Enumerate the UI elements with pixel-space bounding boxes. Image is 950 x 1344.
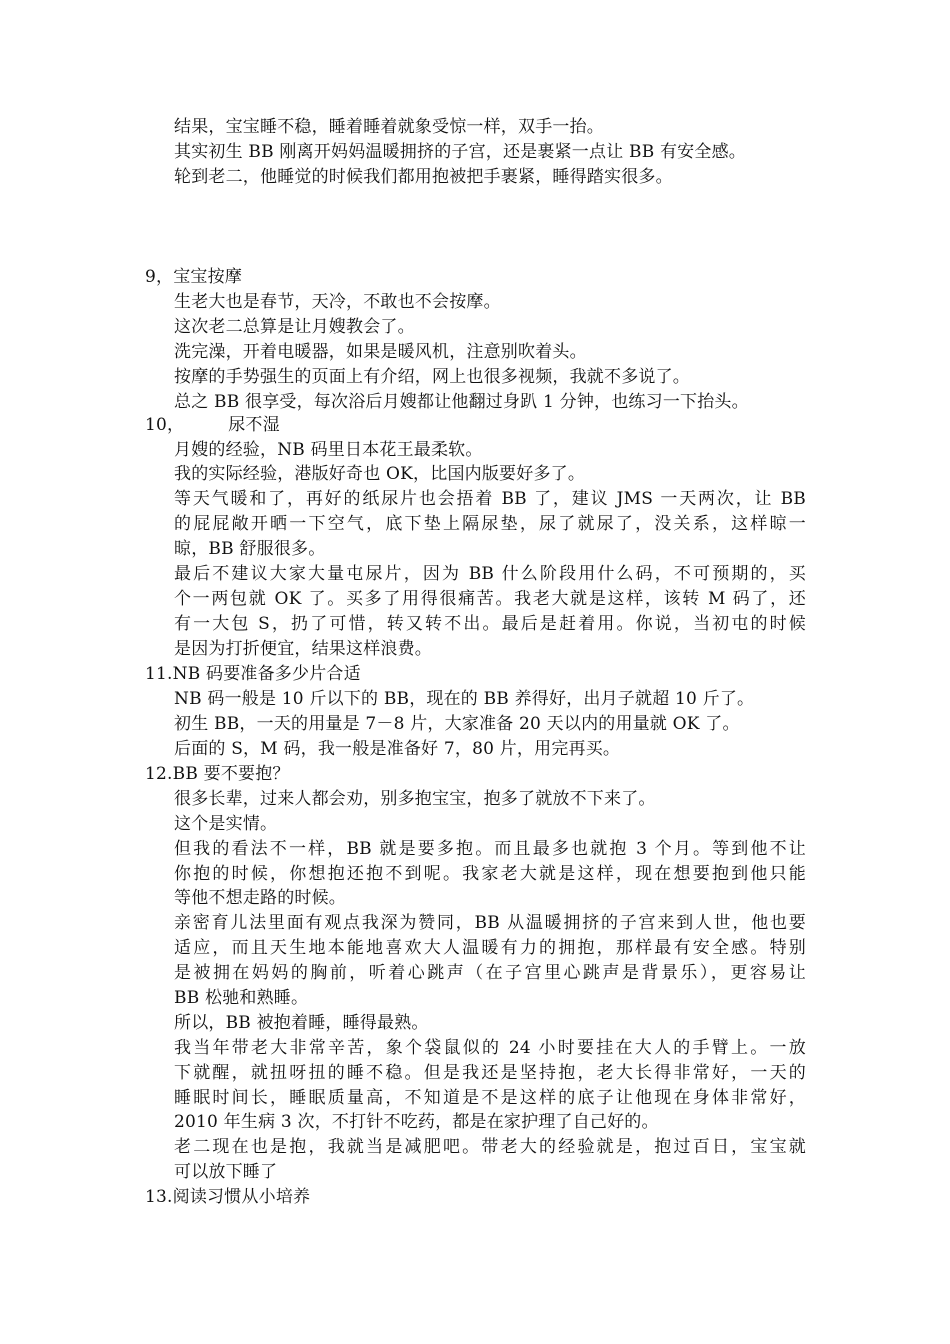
section-11-heading bbox=[145, 662, 361, 686]
section-9-line: 洗完澡，开着电暖器，如果是暖风机，注意别吹着头。 bbox=[174, 342, 587, 362]
section-12-line: 睡眠时间长，睡眠质量高，不知道是不是这样的底子让他现在身体非常好， bbox=[174, 1088, 806, 1108]
section-title: 阅读习惯从小培养 bbox=[172, 1187, 311, 1207]
section-10-line: 有一大包 S，扔了可惜，转又转不出。最后是赶着用。你说，当初屯的时候 bbox=[174, 614, 806, 634]
section-12-line: 很多长辈，过来人都会劝，别多抱宝宝，抱多了就放不下来了。 bbox=[174, 789, 656, 809]
intro-line: 其实初生 BB 刚离开妈妈温暖拥挤的子宫，还是裹紧一点让 BB 有安全感。 bbox=[174, 142, 746, 162]
section-9-line: 生老大也是春节，天冷，不敢也不会按摩。 bbox=[174, 292, 501, 312]
section-10-line: 最后不建议大家大量屯尿片，因为 BB 什么阶段用什么码，不可预期的，买 bbox=[174, 564, 806, 584]
section-title: 宝宝按摩 bbox=[173, 267, 243, 287]
section-title: 尿不湿 bbox=[228, 415, 280, 435]
section-10-line: 个一两包就 OK 了。买多了用得很痛苦。我老大就是这样，该转 M 码了，还 bbox=[174, 589, 806, 609]
section-number: 12. bbox=[145, 764, 173, 784]
section-9-line: 按摩的手势强生的页面上有介绍，网上也很多视频，我就不多说了。 bbox=[174, 367, 690, 387]
section-number: 9， bbox=[145, 267, 174, 287]
section-12-line: 所以，BB 被抱着睡，睡得最熟。 bbox=[174, 1013, 429, 1033]
section-9-line: 这次老二总算是让月嫂教会了。 bbox=[174, 317, 415, 337]
section-12-line: 你抱的时候，你想抱还抱不到呢。我家老大就是这样，现在想要抱到他只能 bbox=[174, 864, 806, 884]
section-12-line: 但我的看法不一样，BB 就是要多抱。而且最多也就抱 3 个月。等到他不让 bbox=[174, 839, 806, 859]
section-number: 10， bbox=[145, 415, 185, 435]
section-number: 11. bbox=[145, 664, 173, 684]
section-number: 13. bbox=[145, 1187, 173, 1207]
section-11-line: 后面的 S，M 码，我一般是准备好 7，80 片，用完再买。 bbox=[174, 739, 621, 759]
section-10-line: 晾，BB 舒服很多。 bbox=[174, 539, 326, 559]
section-11-line: 初生 BB，一天的用量是 7－8 片，大家准备 20 天以内的用量就 OK 了。 bbox=[174, 714, 740, 734]
section-12-line: 是被拥在妈妈的胸前，听着心跳声（在子宫里心跳声是背景乐），更容易让 bbox=[174, 963, 806, 983]
section-10-line: 等天气暖和了，再好的纸尿片也会捂着 BB 了，建议 JMS 一天两次，让 BB bbox=[174, 489, 806, 509]
section-10-line: 我的实际经验，港版好奇也 OK，比国内版要好多了。 bbox=[174, 464, 586, 484]
section-12-heading bbox=[145, 762, 290, 786]
section-12-line: 亲密育儿法里面有观点我深为赞同，BB 从温暖拥挤的子宫来到人世，他也要 bbox=[174, 913, 806, 933]
section-11-line: NB 码一般是 10 斤以下的 BB，现在的 BB 养得好，出月子就超 10 斤了。 bbox=[174, 689, 755, 709]
section-12-line: 等他不想走路的时候。 bbox=[174, 888, 346, 908]
section-12-line: BB 松驰和熟睡。 bbox=[174, 988, 309, 1008]
section-title: NB 码要准备多少片合适 bbox=[172, 664, 361, 684]
section-10-line: 月嫂的经验，NB 码里日本花王最柔软。 bbox=[174, 440, 483, 460]
intro-line: 结果，宝宝睡不稳，睡着睡着就象受惊一样，双手一抬。 bbox=[174, 117, 604, 137]
section-12-line: 2010 年生病 3 次，不打针不吃药，都是在家护理了自己好的。 bbox=[174, 1112, 659, 1132]
section-9-line: 总之 BB 很享受，每次浴后月嫂都让他翻过身趴 1 分钟，也练习一下抬头。 bbox=[174, 392, 749, 412]
section-12-line: 下就醒，就扭呀扭的睡不稳。但是我还是坚持抱，老大长得非常好，一天的 bbox=[174, 1063, 806, 1083]
section-13-heading bbox=[145, 1185, 310, 1209]
section-12-line: 老二现在也是抱，我就当是减肥吧。带老大的经验就是，抱过百日，宝宝就 bbox=[174, 1137, 806, 1157]
section-10-heading bbox=[145, 413, 280, 437]
section-12-line: 这个是实情。 bbox=[174, 814, 278, 834]
section-12-line: 可以放下睡了 bbox=[174, 1162, 278, 1182]
section-10-line: 的屁屁敞开晒一下空气，底下垫上隔尿垫，尿了就尿了，没关系，这样晾一 bbox=[174, 514, 806, 534]
section-10-line: 是因为打折便宜，结果这样浪费。 bbox=[174, 639, 432, 659]
section-title: BB 要不要抱？ bbox=[172, 764, 290, 784]
section-12-line: 我当年带老大非常辛苦，象个袋鼠似的 24 小时要挂在大人的手臂上。一放 bbox=[174, 1038, 806, 1058]
intro-line: 轮到老二，他睡觉的时候我们都用抱被把手裹紧，睡得踏实很多。 bbox=[174, 167, 673, 187]
section-12-line: 适应，而且天生地本能地喜欢大人温暖有力的拥抱，那样最有安全感。特别 bbox=[174, 938, 806, 958]
section-9-heading bbox=[145, 265, 242, 289]
